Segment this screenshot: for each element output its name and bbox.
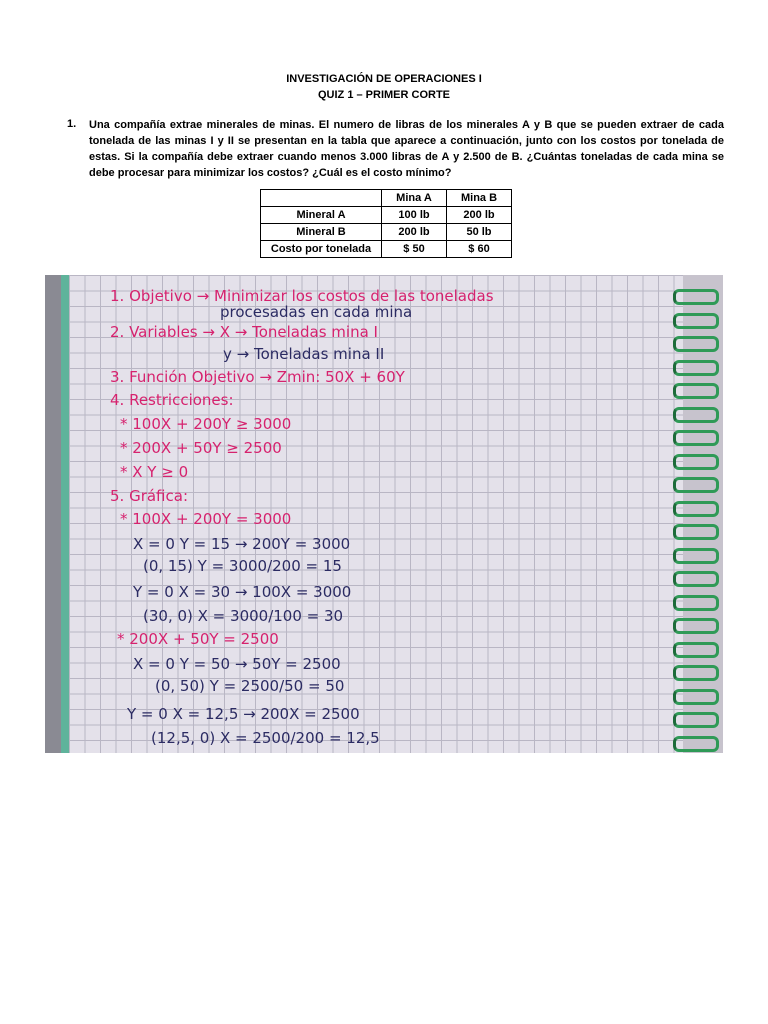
spiral-ring	[673, 430, 719, 446]
table-header-cell: Mina B	[447, 190, 512, 207]
handwritten-line: (0, 50) Y = 2500/50 = 50	[155, 677, 345, 695]
handwritten-line: 5. Gráfica:	[110, 487, 189, 505]
handwritten-line: Y = 0 X = 12,5 → 200X = 2500	[127, 705, 360, 723]
question-number: 1.	[67, 118, 77, 130]
spiral-ring	[673, 689, 719, 705]
handwritten-line: (12,5, 0) X = 2500/200 = 12,5	[151, 729, 380, 747]
table-cell: 50 lb	[447, 224, 512, 241]
spiral-ring	[673, 289, 719, 305]
table-cell: 200 lb	[382, 224, 447, 241]
table-row	[261, 207, 512, 224]
spiral-ring	[673, 548, 719, 564]
table-cell: 200 lb	[447, 207, 512, 224]
spiral-ring	[673, 524, 719, 540]
table-cell: Mineral B	[261, 224, 382, 241]
handwritten-line: Y = 0 X = 30 → 100X = 3000	[133, 583, 352, 601]
spiral-ring	[673, 571, 719, 587]
table-row	[261, 241, 512, 258]
spiral-ring	[673, 736, 719, 752]
spiral-ring	[673, 665, 719, 681]
handwritten-line: X = 0 Y = 50 → 50Y = 2500	[133, 655, 341, 673]
handwritten-line: y → Toneladas mina II	[223, 345, 385, 363]
handwritten-line: 4. Restricciones:	[110, 391, 234, 409]
spiral-ring	[673, 383, 719, 399]
handwritten-line: * 100X + 200Y ≥ 3000	[120, 415, 292, 433]
table-header-row	[261, 190, 512, 207]
handwritten-line: * 100X + 200Y = 3000	[120, 510, 292, 528]
document-title: INVESTIGACIÓN DE OPERACIONES I	[286, 73, 482, 85]
spiral-ring	[673, 313, 719, 329]
spiral-ring	[673, 407, 719, 423]
handwritten-line: 1. Objetivo → Minimizar los costos de las toneladas	[110, 287, 494, 305]
table-row	[261, 224, 512, 241]
table-header-cell: Mina A	[382, 190, 447, 207]
spiral-ring	[673, 336, 719, 352]
table-cell: 100 lb	[382, 207, 447, 224]
spiral-ring	[673, 501, 719, 517]
handwritten-line: (0, 15) Y = 3000/200 = 15	[143, 557, 342, 575]
spiral-ring	[673, 642, 719, 658]
data-table	[260, 189, 512, 258]
question-text: Una compañía extrae minerales de minas. El numero de libras de los minerales A y B que se pueden extraer de cada tonelada de las minas I y II se presentan en la tabla que aparece a continuación, junto con los costos por tonelada de estas. Si la compañía debe extraer cuando menos 3.000 libras de A y 2.500 de B. ¿Cuántas toneladas de cada mina se debe procesar para minimizar los costos? ¿Cuál es el costo mínimo?	[89, 119, 724, 179]
handwritten-line: * 200X + 50Y ≥ 2500	[120, 439, 282, 457]
handwritten-line: 3. Función Objetivo → Zmin: 50X + 60Y	[110, 368, 405, 386]
notebook-photo	[45, 275, 723, 753]
spiral-ring	[673, 595, 719, 611]
table-cell: $ 50	[382, 241, 447, 258]
spiral-ring	[673, 454, 719, 470]
handwritten-line: (30, 0) X = 3000/100 = 30	[143, 607, 344, 625]
spiral-ring	[673, 618, 719, 634]
handwritten-line: * 200X + 50Y = 2500	[117, 630, 279, 648]
spiral-ring	[673, 712, 719, 728]
table-cell: $ 60	[447, 241, 512, 258]
table-cell: Costo por tonelada	[261, 241, 382, 258]
spiral-ring	[673, 360, 719, 376]
handwritten-line: 2. Variables → X → Toneladas mina I	[110, 323, 378, 341]
spiral-ring	[673, 477, 719, 493]
handwritten-line: procesadas en cada mina	[220, 303, 413, 321]
table-header-cell	[261, 190, 382, 207]
table-cell: Mineral A	[261, 207, 382, 224]
handwritten-line: * X Y ≥ 0	[120, 463, 189, 481]
document-subtitle: QUIZ 1 – PRIMER CORTE	[317, 89, 451, 101]
handwritten-line: X = 0 Y = 15 → 200Y = 3000	[133, 535, 351, 553]
